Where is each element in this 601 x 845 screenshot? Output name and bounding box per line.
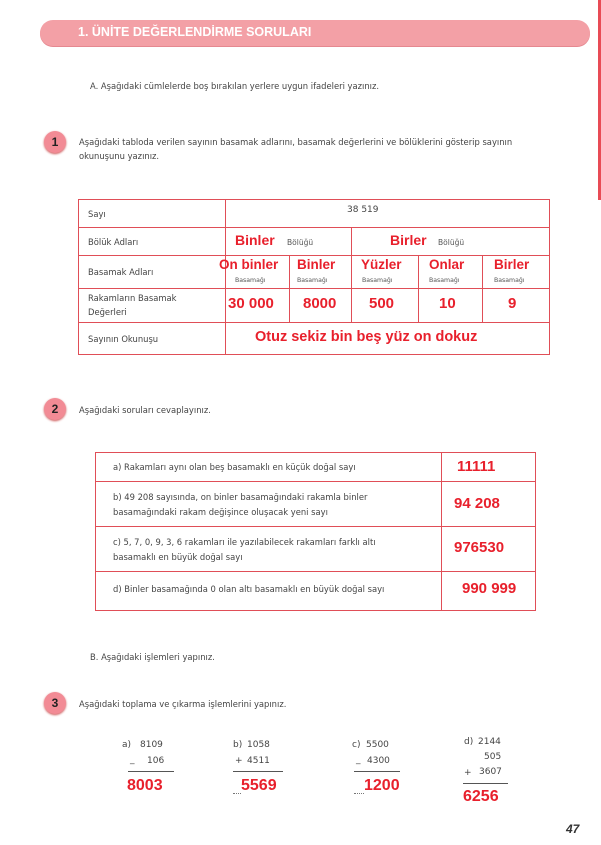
question-3-prompt: Aşağıdaki toplama ve çıkarma işlemlerini yapınız. [79,699,287,709]
operation-a-result: 8003 [127,777,163,794]
question-2d-text: d) Binler basamağında 0 olan altı basamaklı en büyük doğal sayı [113,584,385,594]
place-value-2: 8000 [303,295,337,312]
number-reading-answer: Otuz sekiz bin beş yüz on dokuz [255,329,478,345]
operation-a-top: 8109 [140,740,163,750]
basamak-suffix-5: Basamağı [494,277,525,284]
questions-table [95,452,536,611]
section-a-instruction: A. Aşağıdaki cümlelerde boş bırakılan yerlere uygun ifadeleri yazınız. [90,81,380,91]
question-2a-answer: 11111 [457,458,496,475]
place-value-5: 9 [508,295,517,312]
basamak-name-2: Binler [297,257,336,272]
unit-header-banner [40,20,590,46]
operation-a-second: 106 [147,756,165,766]
basamak-suffix-3: Basamağı [362,277,393,284]
unit-header-title: 1. ÜNİTE DEĞERLENDİRME SORULARI [78,25,312,39]
table-divider [79,255,549,256]
basamak-name-5: Birler [494,257,530,272]
table-divider [79,227,549,228]
operation-c-second: 4300 [367,756,390,766]
operation-b-second: 4511 [247,756,270,766]
place-value-4: 10 [439,295,456,312]
row-label-boluk: Bölük Adları [88,237,139,247]
section-b-instruction: B. Aşağıdaki işlemleri yapınız. [90,652,215,662]
row-label-okunus: Sayının Okunuşu [88,334,159,344]
place-value-1: 30 000 [228,295,274,312]
operation-d-label: d) [464,737,474,747]
basamak-suffix-4: Basamağı [429,277,460,284]
basamak-suffix-1: Basamağı [235,277,266,284]
place-value-3: 500 [369,295,395,312]
page-number: 47 [566,822,580,836]
operation-b-label: b) [233,740,243,750]
row-label-degerler-1: Rakamların Basamak [88,293,177,303]
table-divider [482,255,483,322]
question-2-prompt: Aşağıdaki soruları cevaplayınız. [79,405,211,415]
operation-a-label: a) [122,740,132,750]
boluk-left-answer: Binler [235,232,275,248]
operation-b-result: 5569 [241,777,277,794]
operation-a-rule [128,771,174,772]
table-divider [79,288,549,289]
given-number: 38 519 [347,205,379,215]
row-label-degerler-2: Değerleri [88,307,127,317]
operation-c-top: 5500 [366,740,389,750]
row-label-sayi: Sayı [88,209,106,219]
operation-a-operator: _ [130,755,135,765]
question-1-prompt-line2: okunuşunu yazınız. [79,151,160,161]
question-2-badge: 2 [44,398,66,420]
operation-c-answer-dots [354,793,364,794]
question-2c-answer: 976530 [454,539,505,556]
operation-b-rule [233,771,283,772]
question-2a-text: a) Rakamları aynı olan beş basamaklı en küçük doğal sayı [113,462,356,472]
operation-c-label: c) [352,740,361,750]
table-divider [96,526,535,527]
question-2c-text-line1: c) 5, 7, 0, 9, 3, 6 rakamları ile yazılabilecek rakamları farklı altı [113,537,376,547]
table-divider [351,255,352,322]
operation-d-third: 3607 [479,767,502,777]
operation-d-result: 6256 [463,788,499,805]
boluk-right-suffix: Bölüğü [438,238,465,247]
table-divider [441,453,442,610]
question-1-prompt-line1: Aşağıdaki tabloda verilen sayının basamak adlarını, basamak değerlerini ve bölüklerini gösterip sayının [79,137,513,147]
operation-c-rule [354,771,400,772]
table-divider [351,227,352,255]
table-divider [96,481,535,482]
place-value-table [78,199,550,355]
boluk-right-answer: Birler [390,232,427,248]
operation-d-operator: + [464,768,472,778]
operation-b-top: 1058 [247,740,270,750]
basamak-suffix-2: Basamağı [297,277,328,284]
basamak-name-4: Onlar [429,257,465,272]
basamak-name-3: Yüzler [361,257,402,272]
table-divider [289,255,290,322]
operation-b-operator: + [235,756,243,766]
question-2b-text-line1: b) 49 208 sayısında, on binler basamağındaki rakamla binler [113,492,368,502]
table-divider [96,571,535,572]
operation-d-top: 2144 [478,737,501,747]
question-2d-answer: 990 999 [462,580,517,597]
operation-d-second: 505 [484,752,502,762]
question-3-badge: 3 [44,692,66,714]
question-2b-text-line2: basamağındaki rakam değişince oluşacak yeni sayı [113,507,328,517]
table-divider [225,200,226,354]
operation-c-result: 1200 [364,777,400,794]
table-divider [418,255,419,322]
operation-b-answer-dots [233,793,241,794]
table-divider [79,322,549,323]
boluk-left-suffix: Bölüğü [287,238,314,247]
row-label-basamak: Basamak Adları [88,267,154,277]
operation-d-rule [463,783,508,784]
operation-c-operator: _ [356,755,361,765]
question-2c-text-line2: basamaklı en büyük doğal sayı [113,552,243,562]
question-1-badge: 1 [44,131,66,153]
basamak-name-1: On binler [219,257,279,272]
question-2b-answer: 94 208 [454,495,500,512]
